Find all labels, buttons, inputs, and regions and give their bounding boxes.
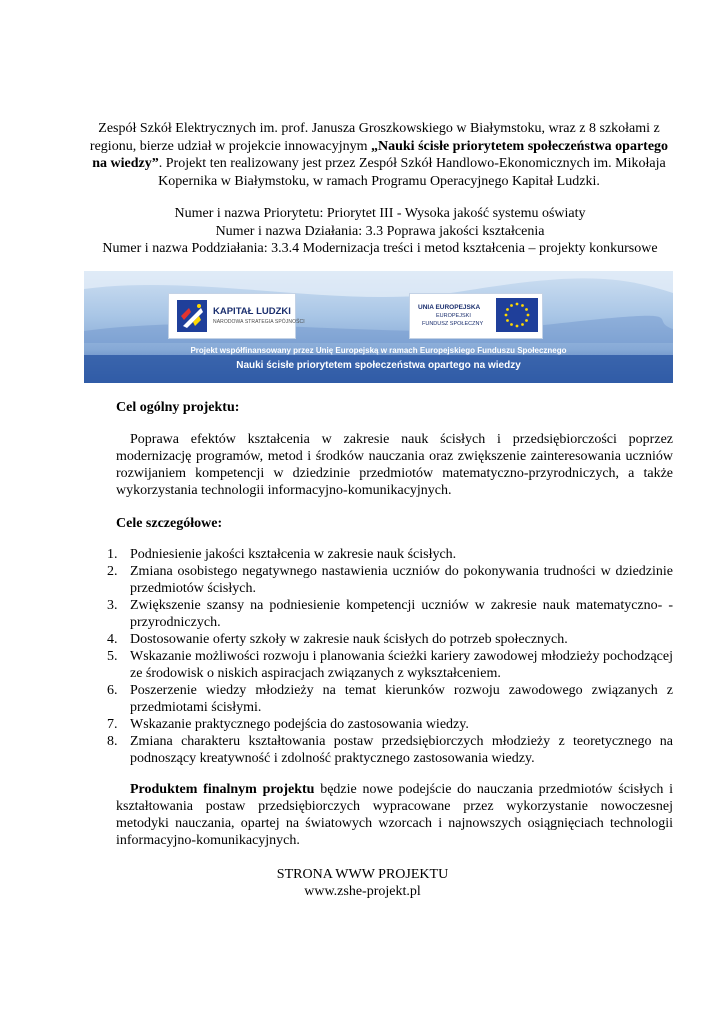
eu-logo — [409, 293, 543, 339]
intro-text-2: . Projekt ten realizowany jest przez Zespół Szkół Handlowo-Ekonomicznych im. Mikołaja Kopernika w Białymstoku, w ramach Programu Operacyjnego Kapitał Ludzki. — [158, 156, 666, 189]
general-goal-body: Poprawa efektów kształcenia w zakresie nauk ścisłych i przedsiębiorczości poprzez modernizację programów, metod i środków nauczania oraz zwiększenie zainteresowania uczniów rozwijaniem kompetencji w dziedzinie przedmiotów matematyczno-przyrodniczych, a także wykorzystania technologii informacyjno-komunikacyjnych. — [116, 432, 673, 498]
priority-block — [80, 205, 680, 258]
website-url: www.zshe-projekt.pl — [304, 884, 421, 899]
goal-item — [107, 631, 673, 648]
goal-number: 1. — [107, 547, 118, 562]
goal-text: Zmiana charakteru kształtowania postaw przedsiębiorczych młodzieży z teoretycznego na podnoszący kreatywność i zdolność praktycznego zastosowania wiedzy. — [130, 734, 673, 766]
goal-number: 4. — [107, 632, 118, 647]
final-product-text: będzie nowe podejście do nauczania przedmiotów ścisłych i kształtowania postaw przedsiębiorczych wypracowane przez wykorzystanie nowoczesnej metodyki nauczania, opartej na światowych wzorcach i najnowszych osiągnięciach technologii informacyjno-komunikacyjnych. — [116, 782, 673, 848]
cofinance-text: Projekt współfinansowany przez Unię Europejską w ramach Europejskiego Funduszu Społecznego — [190, 346, 567, 355]
goal-text: Dostosowanie oferty szkoły w zakresie nauk ścisłych do potrzeb społecznych. — [130, 632, 568, 647]
goal-number: 5. — [107, 649, 118, 664]
final-product-paragraph — [116, 781, 673, 849]
goal-item — [107, 546, 673, 563]
intro-paragraph — [84, 120, 674, 190]
goal-item — [107, 682, 673, 716]
eu-line-1: UNIA EUROPEJSKA — [418, 304, 481, 311]
specific-goals-heading: Cele szczegółowe: — [116, 516, 223, 531]
website-label: STRONA WWW PROJEKTU — [276, 867, 449, 882]
kapital-ludzki-subtitle: NARODOWA STRATEGIA SPÓJNOŚCI — [213, 319, 305, 325]
goal-item — [107, 716, 673, 733]
goal-text: Podniesienie jakości kształcenia w zakresie nauk ścisłych. — [130, 547, 457, 562]
eu-flag-icon — [496, 298, 538, 332]
goal-number: 8. — [107, 734, 118, 749]
general-goal-text — [116, 431, 673, 499]
final-product-bold: Produktem finalnym projektu — [130, 782, 315, 797]
goal-number: 2. — [107, 564, 118, 579]
project-name: „Nauki ścisłe priorytetem społeczeństwa opartego na wiedzy” — [92, 138, 669, 171]
goal-number: 3. — [107, 598, 118, 613]
goal-item — [107, 563, 673, 597]
banner-project-title: Nauki ścisłe priorytetem społeczeństwa opartego na wiedzy — [236, 360, 521, 371]
general-goal-heading: Cel ogólny projektu: — [116, 400, 240, 415]
specific-goals-list — [107, 546, 673, 767]
goal-text: Wskazanie możliwości rozwoju i planowania ścieżki kariery zawodowej młodzieży pochodzącej ze środowisk o niskich aspiracjach związanych z wykształceniem. — [130, 649, 673, 681]
project-banner — [84, 271, 673, 383]
goal-text: Poszerzenie wiedzy młodzieży na temat kierunków rozwoju zawodowego związanych z przedmiotami ścisłymi. — [130, 683, 673, 715]
goal-item — [107, 597, 673, 631]
kapital-ludzki-title: KAPITAŁ LUDZKI — [213, 306, 291, 317]
goal-number: 6. — [107, 683, 118, 698]
eu-line-3: FUNDUSZ SPOŁECZNY — [422, 321, 484, 327]
goal-item — [107, 733, 673, 767]
goal-text: Zwiększenie szansy na podniesienie kompetencji uczniów w zakresie nauk matematyczno- -przyrodniczych. — [130, 598, 673, 630]
action-line: Numer i nazwa Działania: 3.3 Poprawa jakości kształcenia — [215, 223, 545, 239]
subaction-line: Numer i nazwa Poddziałania: 3.3.4 Modernizacja treści i metod kształcenia – projekty konkursowe — [102, 241, 658, 256]
goal-text: Zmiana osobistego negatywnego nastawienia uczniów do pokonywania trudności w dziedzinie przedmiotów ścisłych. — [130, 564, 673, 596]
eu-line-2: EUROPEJSKI — [436, 313, 471, 319]
goal-item — [107, 648, 673, 682]
priority-line: Numer i nazwa Priorytetu: Priorytet III - Wysoka jakość systemu oświaty — [174, 206, 586, 221]
kapital-ludzki-emblem-icon — [175, 298, 209, 334]
goal-number: 7. — [107, 717, 118, 732]
goal-text: Wskazanie praktycznego podejścia do zastosowania wiedzy. — [130, 717, 469, 732]
kapital-ludzki-logo — [168, 293, 305, 339]
intro-text-1: Zespół Szkół Elektrycznych im. prof. Janusza Groszkowskiego w Białymstoku, wraz z 8 szkołami z regionu, bierze udział w projekcie innowacyjnym — [89, 121, 660, 154]
